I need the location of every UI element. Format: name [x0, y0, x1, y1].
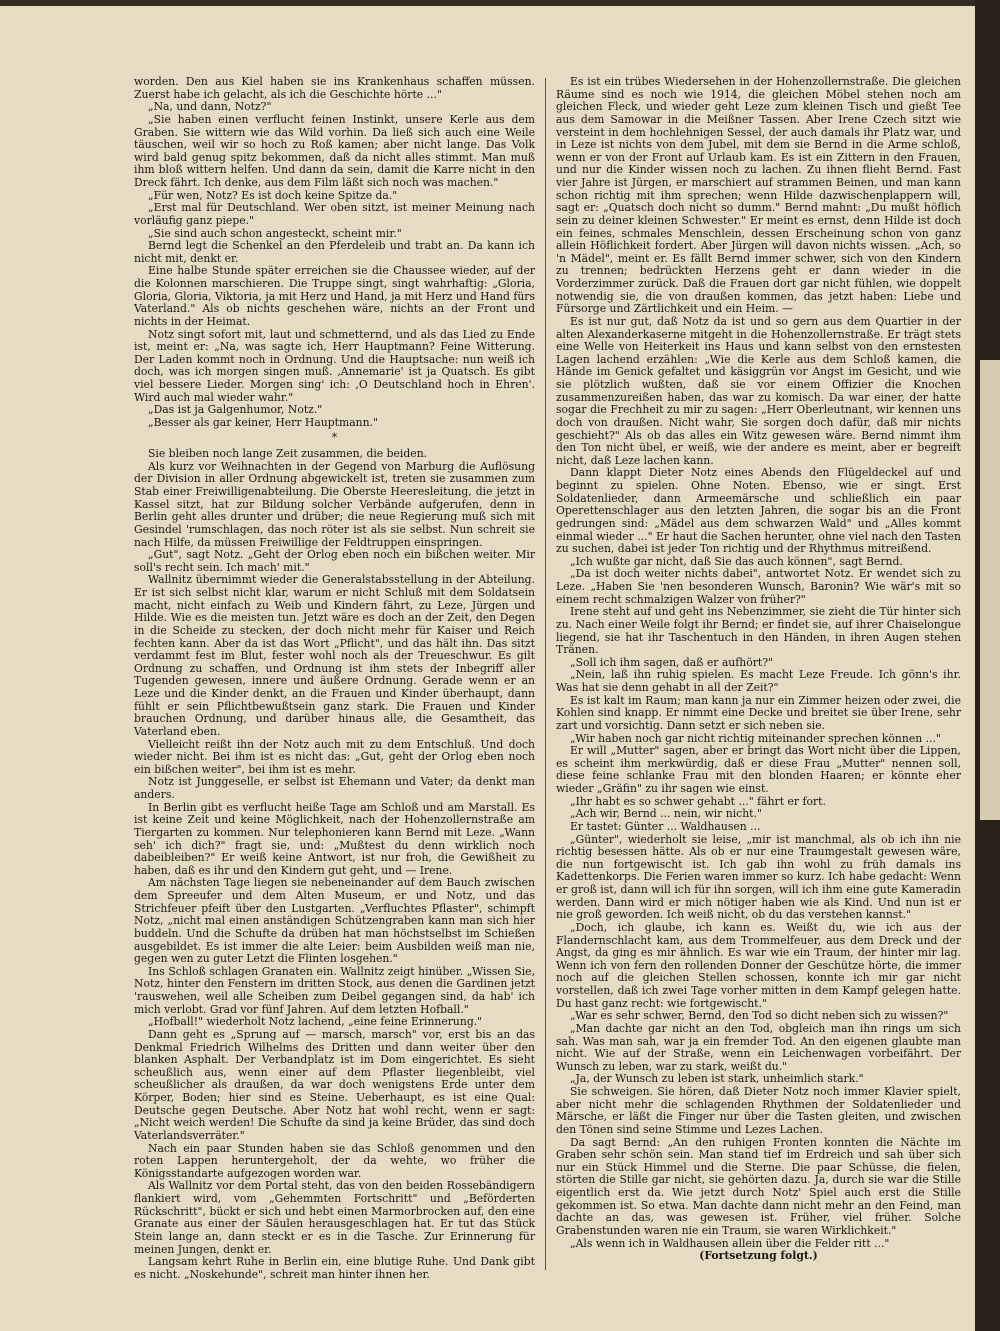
- paragraph: „Ich wußte gar nicht, daß Sie das auch können", sagt Bernd.: [570, 554, 903, 568]
- page-top-edge: [0, 0, 975, 6]
- paragraph: Es ist nur gut, daß Notz da ist und so gern aus dem Quartier in der alten Alexanderkaserne mitgeht in die Hohenzollernstraße. Er trägt stets eine Welle von Heiterkeit ins Haus und kann selbst von den ernstesten Lagen lachend erzählen: „Wie die Kerle aus dem Schloß kamen, die Hände im Genick gefaltet und käsiggrün vor Angst im Gesicht, und wie sie plötzlich wußten, daß sie vor einem Offizier die Knochen zusammenzureißen haben, das war zu komisch. Da war einer, der hatte sogar die Frechheit zu mir zu sagen: „Herr Oberleutnant, wir kennen uns doch von draußen. Nicht wahr, Sie sorgen doch dafür, daß mir nichts geschieht?" Als ob das alles ein Witz gewesen wäre. Bernd nimmt ihm den Ton nicht übel, er weiß, wie der andere es meint, aber er begreift nicht, daß Leze lachen kann.: [556, 314, 961, 467]
- paragraph: „Na, und dann, Notz?": [148, 100, 272, 114]
- section-separator: *: [331, 430, 338, 444]
- paragraph: Er will „Mutter" sagen, aber er bringt das Wort nicht über die Lippen, es scheint ihm merkwürdig, daß er diese Frau „Mutter" nennen soll, diese feine schlanke Frau mit den blonden Haaren; er könnte eher wieder „Gräfin" zu ihr sagen wie einst.: [556, 744, 961, 795]
- paragraph: Bernd legt die Schenkel an den Pferdeleib und trabt an. Da kann ich nicht mit, denkt er.: [134, 239, 535, 265]
- paragraph: „War es sehr schwer, Bernd, den Tod so dicht neben sich zu wissen?": [570, 1009, 949, 1023]
- paragraph: „Ihr habt es so schwer gehabt ..." fährt er fort.: [570, 794, 826, 808]
- paragraph: „Das ist ja Galgenhumor, Notz.": [148, 403, 323, 417]
- paragraph: In Berlin gibt es verflucht heiße Tage am Schloß und am Marstall. Es ist keine Zeit und keine Möglichkeit, nach der Hohenzollernstraße am Tiergarten zu kommen. Nur telephonieren kann Bernd mit Leze. „Wann seh' ich dich?" fragt sie, und: „Mußtest du denn wirklich noch dabeibleiben?" Er weiß keine Antwort, ist nur froh, die Gewißheit zu haben, daß es ihr und den Kindern gut geht, und — Irene.: [134, 800, 535, 877]
- paragraph: „Nein, laß ihn ruhig spielen. Es macht Leze Freude. Ich gönn's ihr. Was hat sie denn gehabt in all der Zeit?": [556, 668, 961, 694]
- paragraph: Es ist kalt im Raum; man kann ja nur ein Zimmer heizen oder zwei, die Kohlen sind knapp. Er nimmt eine Decke und breitet sie über Irene, sehr zart und vorsichtig. Dann setzt er sich neben sie.: [556, 693, 961, 732]
- paragraph: „Doch, ich glaube, ich kann es. Weißt du, wie ich aus der Flandernschlacht kam, aus dem Trommelfeuer, aus dem Dreck und der Angst, da ging es mir ähnlich. Es war wie ein Traum, der hinter mir lag. Wenn ich von fern den rollenden Donner der Geschütze hörte, die immer noch auf die gleichen Stellen schossen, konnte ich mir gar nicht vorstellen, daß ich zwei Tage vorher mitten in dem Kampf gelegen hatte. Du hast ganz recht: wie fortgewischt.": [556, 920, 961, 1010]
- paragraph: Es ist ein trübes Wiedersehen in der Hohenzollernstraße. Die gleichen Räume sind es noch wie 1914, die gleichen Möbel stehen noch am gleichen Fleck, und wieder geht Leze zum kleinen Tisch und gießt Tee aus dem Samowar in die Meißner Tassen. Aber Irene Czech sitzt wie versteint in dem hochlehnigen Sessel, der auch damals ihr Platz war, und in Leze ist nichts von dem Jubel, mit dem sie Bernd in die Arme schloß, wenn er von der Front auf Urlaub kam. Es ist ein Zittern in den Frauen, und nur die Kinder wissen noch zu lachen. Zu ihnen flieht Bernd. Fast vier Jahre ist Jürgen, er marschiert auf strammen Beinen, und man kann schon richtig mit ihm sprechen; wenn Hilde dazwischenplappern will, sagt er: „Quatsch doch nicht so dumm." Bernd mahnt: „Du mußt höflich sein zu deiner kleinen Schwester." Er meint es ernst, denn Hilde ist doch ein feines, schmales Menschlein, dessen Erscheinung schon von ganz allein Höflichkeit fordert. Aber Jürgen will davon nichts wissen. „Ach, so 'n Mädel", meint er. Es fällt Bernd immer schwer, sich von den Kindern zu trennen; bedrückten Herzens geht er dann wieder in die Vorderzimmer zurück. Daß die Frauen dort gar nicht fühlen, wie doppelt notwendig sie, die von draußen kommen, das jetzt haben: Liebe und Fürsorge und Zärtlichkeit und ein Heim. —: [556, 75, 961, 316]
- paragraph: Notz singt sofort mit, laut und schmetternd, und als das Lied zu Ende ist, meint er: „Na, was sagte ich, Herr Hauptmann? Feine Witterung. Der Laden kommt noch in Ordnung. Und die Hauptsache: nun weiß ich doch, was ich morgen singen muß. ‚Annemarie' ist ja Quatsch. Es gibt viel bessere Lieder. Morgen sing' ich: ‚O Deutschland hoch in Ehren'. Wird auch mal wieder wahr.": [134, 327, 535, 404]
- paragraph: „Für wen, Notz? Es ist doch keine Spitze da.": [148, 188, 398, 202]
- paragraph: „Gut", sagt Notz. „Geht der Orlog eben noch ein bißchen weiter. Mir soll's recht sein. Ich mach' mit.": [134, 548, 535, 574]
- paragraph: „Günter", wiederholt sie leise, „mir ist manchmal, als ob ich ihn nie richtig besessen hätte. Als ob er nur eine Traumgestalt gewesen wäre, die nun fortgewischt ist. Ich gab ihn wohl zu früh damals ins Kadettenkorps. Die Ferien waren immer so kurz. Ich habe gedacht: Wenn er groß ist, dann will ich für ihn sorgen, will ich ihm eine gute Kameradin werden. Dann wird er mich nötiger haben wie als Kind. Und nun ist er nie groß geworden. Ich weiß nicht, ob du das verstehen kannst.": [556, 832, 961, 922]
- paragraph: „Man dachte gar nicht an den Tod, obgleich man ihn rings um sich sah. Was man sah, war ja ein fremder Tod. An den eigenen glaubte man nicht. Wie auf der Straße, wenn ein Leichenwagen vorbeifährt. Der Wunsch zu leben, war zu stark, weißt du.": [556, 1021, 961, 1073]
- paragraph: Eine halbe Stunde später erreichen sie die Chaussee wieder, auf der die Kolonnen marschieren. Die Truppe singt, singt wahrhaftig: „Gloria, Gloria, Gloria, Viktoria, ja mit Herz und Hand, ja mit Herz und Hand fürs Vaterland." Als ob nichts geschehen wäre, nichts an der Front und nichts in der Heimat.: [134, 264, 535, 328]
- paragraph: Langsam kehrt Ruhe in Berlin ein, eine blutige Ruhe. Und Dank gibt es nicht. „Noskehunde", schreit man hinter ihnen her.: [134, 1255, 535, 1281]
- paragraph: Er tastet: Günter ... Waldhausen ...: [570, 819, 761, 833]
- paragraph: Notz ist Junggeselle, er selbst ist Ehemann und Vater; da denkt man anders.: [134, 775, 535, 801]
- paragraph: worden. Den aus Kiel haben sie ins Krankenhaus schaffen müssen. Zuerst habe ich gelacht, als ich die Geschichte hörte ...": [134, 75, 535, 101]
- paragraph: „Sie haben einen verflucht feinen Instinkt, unsere Kerle aus dem Graben. Sie wittern wie das Wild vorhin. Da ließ sich auch eine Weile täuschen, weil wir so hoch zu Roß kamen; aber nicht lange. Das Volk wird bald genug spitz bekommen, daß da nicht alles stimmt. Man muß ihm bloß wittern helfen. Und dann da sein, damit die Karre nicht in den Dreck fährt. Ich denke, aus dem Film läßt sich noch was machen.": [134, 112, 535, 189]
- paragraph: „Hofball!" wiederholt Notz lachend, „eine feine Erinnerung.": [148, 1015, 483, 1029]
- continued-note: (Fortsetzung folgt.): [699, 1249, 818, 1263]
- paragraph: Als kurz vor Weihnachten in der Gegend von Marburg die Auflösung der Division in aller Ordnung abgewickelt ist, treten sie zusammen zum Stab einer Freiwilligenabteilung. Die Oberste Heeresleitung, die jetzt in Kassel sitzt, hat zur Bildung solcher Verbände aufgerufen, denn in Berlin geht alles drunter und drüber; die neue Regierung muß sich mit Gesindel 'rumschlagen, das noch röter ist als sie selbst. Nun schreit sie nach Hilfe, da müssen Freiwillige der Feldtruppen einspringen.: [134, 459, 535, 549]
- paragraph: Sie schweigen. Sie hören, daß Dieter Notz noch immer Klavier spielt, aber nicht mehr die schlagenden Rhythmen der Soldatenlieder und Märsche, er läßt die Finger nur über die Tasten gleiten, und zwischen den Tönen sind seine Stimme und Lezes Lachen.: [556, 1085, 961, 1136]
- paragraph: „Erst mal für Deutschland. Wer oben sitzt, ist meiner Meinung nach vorläufig ganz piepe.": [134, 201, 535, 227]
- paragraph: „Als wenn ich in Waldhausen allein über die Felder ritt ...": [570, 1236, 890, 1250]
- paragraph: „Da ist doch weiter nichts dabei", antwortet Notz. Er wendet sich zu Leze. „Haben Sie 'nen besonderen Wunsch, Baronin? Wie wär's mit so einem recht schmalzigen Walzer von früher?": [556, 567, 961, 606]
- column-divider: [545, 78, 546, 1270]
- paragraph: Dann geht es „Sprung auf — marsch, marsch" vor, erst bis an das Denkmal Friedrich Wilhelms des Dritten und dann weiter über den blanken Asphalt. Der Verbandplatz ist im Dom eingerichtet. Es sieht scheußlich aus, wenn einer auf dem Pflaster liegenbleibt, viel scheußlicher als draußen, da war doch wenigstens Erde unter dem Körper, Boden; hier sind es Steine. Ueberhaupt, es ist eine Qual: Deutsche gegen Deutsche. Aber Notz hat wohl recht, wenn er sagt: „Nicht weich werden! Die Schufte da sind ja keine Brüder, das sind doch Vaterlandsverräter.": [134, 1027, 535, 1142]
- paragraph: „Ach wir, Bernd ... nein, wir nicht.": [570, 807, 762, 821]
- text-column-right: [556, 76, 961, 1263]
- paragraph: „Sie sind auch schon angesteckt, scheint mir.": [148, 226, 402, 240]
- paragraph: Nach ein paar Stunden haben sie das Schloß genommen und den roten Lappen heruntergeholt, der da wehte, wo früher die Königsstandarte aufgezogen worden war.: [134, 1141, 535, 1180]
- paragraph: „Ja, der Wunsch zu leben ist stark, unheimlich stark.": [570, 1072, 864, 1086]
- paragraph: Am nächsten Tage liegen sie nebeneinander auf dem Bauch zwischen dem Spreeufer und dem Alten Museum, er und Notz, und das Strichfeuer pfeift über den Lustgarten. „Verfluchtes Pflaster", schimpft Notz, „nicht mal einen anständigen Schützengraben kann man sich hier buddeln. Und die Schufte da drüben hat man höchstselbst im Schießen ausgebildet. Es ist immer die alte Leier: beim Ausbilden weiß man nie, gegen wen zu guter Letzt die Flinten losgehen.": [134, 876, 535, 966]
- adjacent-page-edge: [980, 360, 1000, 820]
- paragraph: Irene steht auf und geht ins Nebenzimmer, sie zieht die Tür hinter sich zu. Nach einer Weile folgt ihr Bernd; er findet sie, auf ihrer Chaiselongue liegend, sie hat ihr Taschentuch in den Händen, in ihren Augen stehen Tränen.: [556, 605, 961, 657]
- paragraph: Als Wallnitz vor dem Portal steht, das von den beiden Rossebändigern flankiert wird, vom „Gehemmten Fortschritt" und „Beförderten Rückschritt", bückt er sich und hebt einen Marmorbrocken auf, den eine Granate aus einer der Säulen herausgeschlagen hat. Er tut das Stück Stein lange an, dann steckt er es in die Tasche. Zur Erinnerung für meinen Jungen, denkt er.: [134, 1179, 535, 1256]
- paragraph: Ins Schloß schlagen Granaten ein. Wallnitz zeigt hinüber. „Wissen Sie, Notz, hinter den Fenstern im dritten Stock, aus denen die Gardinen jetzt 'rauswehen, weil alle Scheiben zum Deibel gegangen sind, da hab' ich mich verlobt. Grad vor fünf Jahren. Auf dem letzten Hofball.": [134, 964, 535, 1016]
- paragraph: Vielleicht reißt ihn der Notz auch mit zu dem Entschluß. Und doch wieder nicht. Bei ihm ist es nicht das: „Gut, geht der Orlog eben noch ein bißchen weiter", bei ihm ist es mehr.: [134, 737, 535, 776]
- paragraph: Wallnitz übernimmt wieder die Generalstabsstellung in der Abteilung. Er ist sich selbst nicht klar, warum er nicht Schluß mit dem Soldatsein macht, nicht einfach zu Weib und Kindern fährt, zu Leze, Jürgen und Hilde. Wie es die meisten tun. Jetzt wäre es doch an der Zeit, den Degen in die Scheide zu stecken, der doch nicht mehr für Kaiser und Reich fechten kann. Aber da ist das Wort „Pflicht", und das hält ihn. Das sitzt verdammt fest im Blut, fester wohl noch als der Treueschwur. Es gilt Ordnung zu schaffen, und Ordnung ist ihm stets der Inbegriff aller Tugenden gewesen, innere und äußere Ordnung. Gerade wenn er an Leze und die Kinder denkt, an die Frauen und Kinder überhaupt, dann fühlt er sein Pflichtbewußtsein ganz stark. Die Frauen und Kinder brauchen Ordnung, und darüber hinaus alle, die Gesamtheit, das Vaterland eben.: [134, 573, 535, 738]
- paragraph: „Besser als gar keiner, Herr Hauptmann.": [148, 415, 378, 429]
- paragraph: „Wir haben noch gar nicht richtig miteinander sprechen können ...": [570, 731, 941, 745]
- paragraph: „Soll ich ihm sagen, daß er aufhört?": [570, 655, 773, 669]
- paragraph: Dann klappt Dieter Notz eines Abends den Flügeldeckel auf und beginnt zu spielen. Ohne Noten. Ebenso, wie er singt. Erst Soldatenlieder, dann Armeemärsche und schließlich ein paar Operettenschlager aus den letzten Jahren, die sogar bis an die Front gedrungen sind: „Mädel aus dem schwarzen Wald" und „Alles kommt einmal wieder ..." Er haut die Sachen herunter, ohne viel nach den Tasten zu suchen, dabei ist jeder Ton richtig und der Rhythmus mitreißend.: [556, 466, 961, 556]
- paragraph: Sie bleiben noch lange Zeit zusammen, die beiden.: [148, 447, 428, 461]
- text-column-left: [134, 76, 535, 1281]
- paragraph: Da sagt Bernd: „An den ruhigen Fronten konnten die Nächte im Graben sehr schön sein. Man stand tief im Erdreich und sah über sich nur ein Stück Himmel und die Sterne. Die paar Schüsse, die fielen, störten die Stille gar nicht, sie gehörten dazu. Ja, durch sie war die Stille eigentlich erst da. Wie jetzt durch Notz' Spiel auch erst die Stille gekommen ist. So etwa. Man dachte dann nicht mehr an den Feind, man dachte an das, was gewesen ist. Früher, viel früher. Solche Grabenstunden waren nie ein Traum, sie waren Wirklichkeit.": [556, 1135, 961, 1237]
